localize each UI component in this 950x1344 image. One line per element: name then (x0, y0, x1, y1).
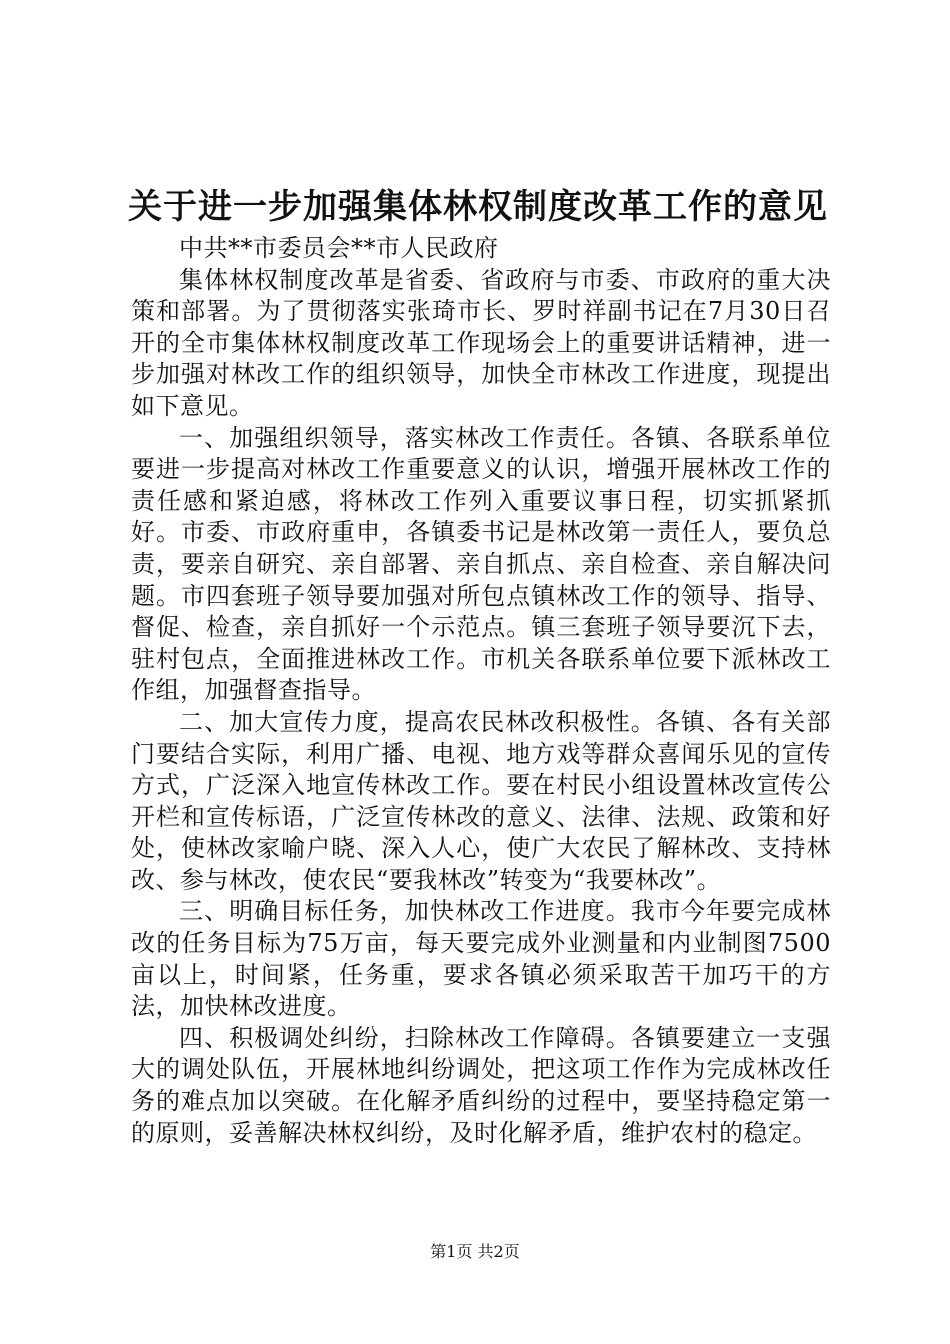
page-number-footer: 第1页 共2页 (430, 1242, 520, 1261)
paragraph-section-1: 一、加强组织领导，落实林改工作责任。各镇、各联系单位要进一步提高对林改工作重要意义的认识，增强开展林改工作的责任感和紧迫感，将林改工作列入重要议事日程，切实抓紧抓好。市委、市政府重申，各镇委书记是林改第一责任人，要负总责，要亲自研究、亲自部署、亲自抓点、亲自检查、亲自解决问题。市四套班子领导要加强对所包点镇林改工作的领导、指导、督促、检查，亲自抓好一个示范点。镇三套班子领导要沉下去，驻村包点，全面推进林改工作。市机关各联系单位要下派林改工作组，加强督查指导。 (131, 423, 831, 705)
paragraph-section-2: 二、加大宣传力度，提高农民林改积极性。各镇、各有关部门要结合实际，利用广播、电视、地方戏等群众喜闻乐见的宣传方式，广泛深入地宣传林改工作。要在村民小组设置林改宣传公开栏和宣传标语，广泛宣传林改的意义、法律、法规、政策和好处，使林改家喻户晓、深入人心，使广大农民了解林改、支持林改、参与林改，使农民“要我林改”转变为“我要林改”。 (131, 707, 831, 894)
paragraph-intro: 集体林权制度改革是省委、省政府与市委、市政府的重大决策和部署。为了贯彻落实张琦市长、罗时祥副书记在7月30日召开的全市集体林权制度改革工作现场会上的重要讲话精神，进一步加强对林改工作的组织领导，加快全市林改工作进度，现提出如下意见。 (131, 265, 831, 420)
document-title: 关于进一步加强集体林权制度改革工作的意见 (128, 187, 828, 227)
paragraph-section-3: 三、明确目标任务，加快林改工作进度。我市今年要完成林改的任务目标为75万亩，每天要完成外业测量和内业制图7500亩以上，时间紧，任务重，要求各镇必须采取苦干加巧干的方法，加快林改进度。 (131, 897, 831, 1021)
document-body (131, 233, 831, 1149)
issuer-line: 中共**市委员会**市人民政府 (179, 234, 499, 262)
paragraph-section-4: 四、积极调处纠纷，扫除林改工作障碍。各镇要建立一支强大的调处队伍，开展林地纠纷调处，把这项工作作为完成林改任务的难点加以突破。在化解矛盾纠纷的过程中，要坚持稳定第一的原则，妥善解决林权纠纷，及时化解矛盾，维护农村的稳定。 (131, 1023, 831, 1147)
